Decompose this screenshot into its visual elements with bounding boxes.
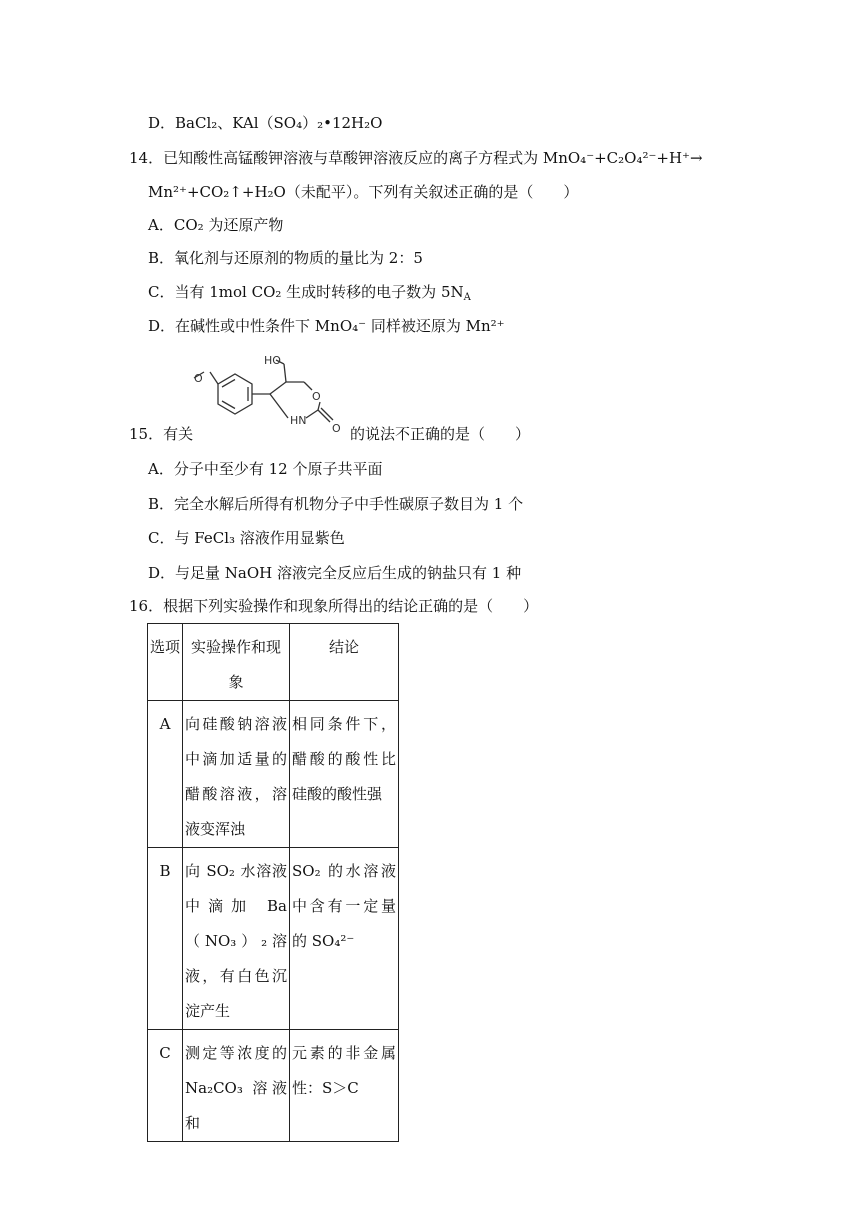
option-label: A． [148, 460, 174, 478]
q14-stem-text-1: 已知酸性高锰酸钾溶液与草酸钾溶液反应的离子方程式为 MnO₄⁻+C₂O₄²⁻+H⁺→ [163, 149, 703, 167]
table-header-row [148, 624, 399, 701]
table-row [148, 1030, 399, 1142]
option-text: 完全水解后所得有机物分子中手性碳原子数目为 1 个 [174, 495, 524, 513]
row-operation: 向硅酸钠溶液中滴加适量的醋酸溶液，溶液变浑浊 [183, 701, 290, 848]
option-text: 当有 1mol CO₂ 生成时转移的电子数为 $5N_A$ [174, 283, 471, 303]
option-text: 与足量 NaOH 溶液完全反应后生成的钠盐只有 1 种 [175, 564, 522, 582]
q13-option-d [148, 113, 382, 133]
q14-number: 14． [129, 149, 164, 167]
option-text: 氧化剂与还原剂的物质的量比为 2：5 [174, 249, 423, 267]
molecule-structure-diagram [190, 350, 350, 435]
row-conclusion: SO₂ 的水溶液中含有一定量的 SO₄²⁻ [290, 848, 399, 1030]
q16-stem [129, 596, 538, 616]
row-operation: 测定等浓度的 Na₂CO₃ 溶液和 [183, 1030, 290, 1142]
option-text: 与 FeCl₃ 溶液作用显紫色 [174, 529, 345, 547]
q14-option-c [148, 282, 471, 302]
option-label: C． [148, 283, 175, 301]
option-label: B． [148, 495, 175, 513]
q15-option-d [148, 563, 521, 583]
header-conclusion: 结论 [290, 624, 399, 701]
option-label: A． [148, 216, 174, 234]
experiment-table [147, 623, 399, 1142]
q15-prefix-text: 有关 [163, 425, 194, 443]
table-row [148, 701, 399, 848]
q14-option-a [148, 215, 283, 235]
ring-o-label: O [312, 390, 321, 403]
header-option: 选项 [148, 624, 183, 701]
ho-label: HO [264, 354, 281, 367]
q15-option-c [148, 528, 345, 548]
q15-number: 15． [129, 425, 164, 443]
option-label: B． [148, 249, 175, 267]
q16-stem-text: 根据下列实验操作和现象所得出的结论正确的是（ ） [163, 597, 539, 615]
option-text: CO₂ 为还原产物 [173, 216, 284, 234]
q15-stem-suffix: 的说法不正确的是（ ） [350, 425, 531, 443]
table-row [148, 848, 399, 1030]
row-option: B [148, 848, 183, 1030]
option-label: C． [148, 529, 175, 547]
carbonyl-o-label: O [332, 422, 341, 435]
q16-number: 16． [129, 597, 164, 615]
row-conclusion: 元素的非金属性：S＞C [290, 1030, 399, 1142]
q14-stem-line2: Mn²⁺+CO₂↑+H₂O（未配平）。下列有关叙述正确的是（ ） [148, 183, 579, 201]
hn-label: HN [290, 414, 307, 427]
q15-option-b [148, 494, 523, 514]
row-operation: 向 SO₂ 水溶液中滴加 Ba（NO₃）₂溶液，有白色沉淀产生 [183, 848, 290, 1030]
row-option: A [148, 701, 183, 848]
header-operation: 实验操作和现象 [183, 624, 290, 701]
q14-stem-line1 [129, 148, 703, 168]
option-text: 分子中至少有 12 个原子共平面 [173, 460, 383, 478]
q15-stem-prefix [129, 424, 193, 444]
row-option: C [148, 1030, 183, 1142]
option-label: D． [148, 564, 176, 582]
methoxy-o-label: O [194, 372, 203, 385]
q13-option-d-label: D． [148, 114, 176, 132]
q15-option-a [148, 459, 382, 479]
option-label: D． [148, 317, 176, 335]
row-conclusion: 相同条件下，醋酸的酸性比硅酸的酸性强 [290, 701, 399, 848]
q14-option-b [148, 248, 423, 268]
q14-option-d [148, 316, 505, 336]
option-text: 在碱性或中性条件下 MnO₄⁻ 同样被还原为 Mn²⁺ [175, 317, 505, 335]
q13-option-d-text: BaCl₂、KAl（SO₄）₂•12H₂O [175, 114, 383, 132]
